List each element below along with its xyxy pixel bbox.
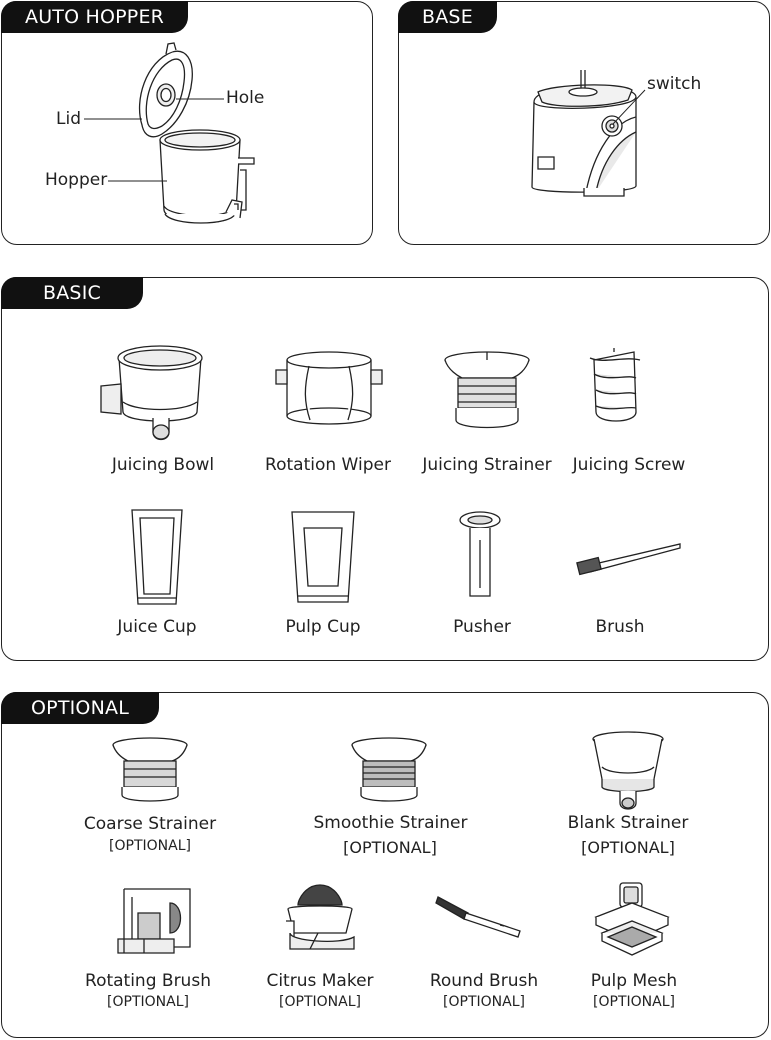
juicing-screw-label: Juicing Screw <box>572 455 686 475</box>
basic-title: BASIC <box>1 277 143 309</box>
juice-cup-illustration <box>130 508 184 608</box>
round-brush-label: Round Brush <box>429 971 539 991</box>
brush-label: Brush <box>595 617 645 637</box>
juicing-strainer-illustration <box>442 350 532 432</box>
juicing-bowl-label: Juicing Bowl <box>111 455 215 475</box>
citrus-maker-optional-tag: [OPTIONAL] <box>279 994 361 1010</box>
brush-illustration <box>576 540 682 576</box>
rotation-wiper-illustration <box>274 350 384 428</box>
pulp-mesh-optional-tag: [OPTIONAL] <box>593 994 675 1010</box>
base-title: BASE <box>398 1 497 33</box>
coarse-strainer-optional-tag: [OPTIONAL] <box>109 838 191 854</box>
citrus-maker-label: Citrus Maker <box>266 971 374 991</box>
auto-hopper-leader-lines <box>2 2 374 246</box>
pusher-label: Pusher <box>453 617 511 637</box>
switch-callout: switch <box>647 74 702 94</box>
pulp-mesh-illustration <box>592 879 672 967</box>
optional-panel <box>1 692 769 1038</box>
coarse-strainer-label: Coarse Strainer <box>83 814 217 834</box>
blank-strainer-illustration <box>590 731 666 813</box>
smoothie-strainer-optional-tag: [OPTIONAL] <box>343 838 437 857</box>
rotating-brush-label: Rotating Brush <box>85 971 211 991</box>
juicing-screw-illustration <box>584 348 644 428</box>
lid-callout: Lid <box>56 109 81 129</box>
rotation-wiper-label: Rotation Wiper <box>265 455 391 475</box>
smoothie-strainer-label: Smoothie Strainer <box>313 813 468 833</box>
pulp-cup-illustration <box>290 510 356 606</box>
switch-leader-line <box>399 2 771 246</box>
optional-title: OPTIONAL <box>1 692 159 724</box>
juice-cup-label: Juice Cup <box>117 617 197 637</box>
base-panel <box>398 1 770 245</box>
round-brush-illustration <box>434 893 524 939</box>
blank-strainer-label: Blank Strainer <box>567 813 689 833</box>
auto-hopper-title: AUTO HOPPER <box>1 1 188 33</box>
pulp-mesh-label: Pulp Mesh <box>590 971 678 991</box>
rotating-brush-illustration <box>114 883 194 959</box>
juicing-strainer-label: Juicing Strainer <box>422 455 552 475</box>
juicing-bowl-illustration <box>97 340 217 444</box>
rotating-brush-optional-tag: [OPTIONAL] <box>107 994 189 1010</box>
hopper-callout: Hopper <box>45 170 108 190</box>
auto-hopper-panel <box>1 1 373 245</box>
coarse-strainer-illustration <box>110 737 190 805</box>
round-brush-optional-tag: [OPTIONAL] <box>443 994 525 1010</box>
pulp-cup-label: Pulp Cup <box>285 617 361 637</box>
citrus-maker-illustration <box>280 883 360 959</box>
hole-callout: Hole <box>226 88 265 108</box>
pusher-illustration <box>458 510 502 602</box>
blank-strainer-optional-tag: [OPTIONAL] <box>581 838 675 857</box>
smoothie-strainer-illustration <box>349 737 429 805</box>
basic-panel <box>1 277 769 661</box>
